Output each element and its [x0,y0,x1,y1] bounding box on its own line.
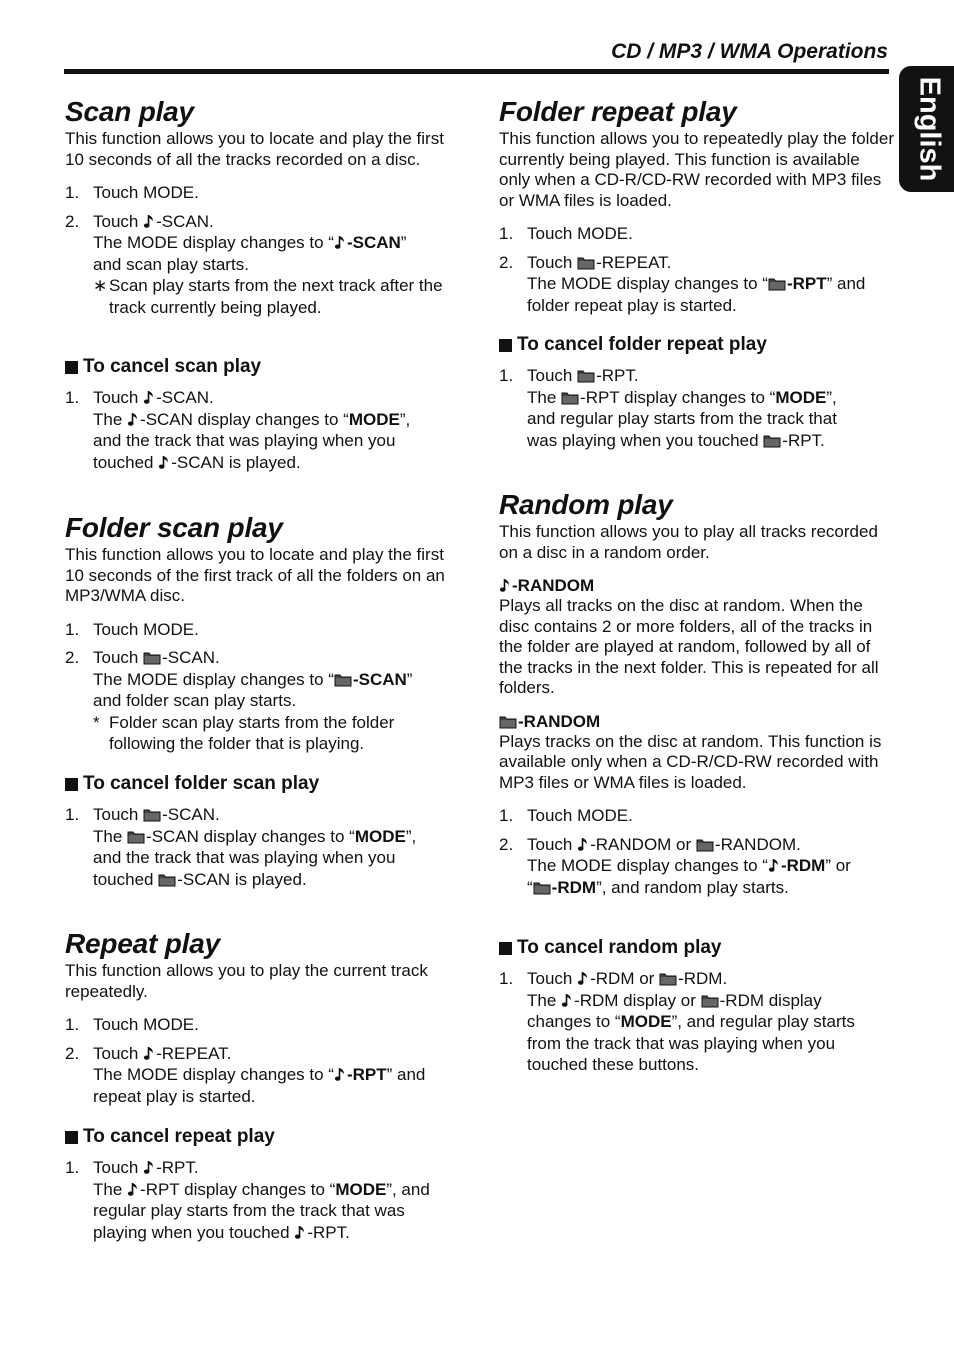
step-note: * Folder scan play starts from the folder following the folder that is playing. [93,712,395,753]
subsection-title: To cancel folder repeat play [499,333,894,357]
folder-icon [696,837,714,852]
subsection-title: To cancel random play [499,936,894,960]
track-note-icon [577,837,590,852]
bullet-square-icon [499,339,512,352]
track-note-icon [143,214,156,229]
section-title: Random play [499,489,673,520]
step-item: 2. Touch -SCAN. The MODE display changes to “ -SCAN” and scan play starts. ∗ Scan play starts from the next track after the track currently being played. [65,211,460,319]
track-note-icon [127,412,140,427]
step-item: 2. Touch -RANDOM or -RANDOM. The MODE display changes to “ -RDM” or “ -RDM”, and random play starts. [499,834,851,897]
folder-scan-play-section [65,511,460,755]
steps-list [499,223,894,316]
step-note: ∗ Scan play starts from the next track after the track currently being played. [93,276,443,317]
steps-list [65,387,460,473]
track-note-icon [768,858,781,873]
track-note-icon [334,1067,347,1082]
bullet-square-icon [499,942,512,955]
folder-icon [763,433,781,448]
step-item: 1. Touch -RDM or -RDM. The -RDM display or -RDM display changes to “MODE”, and regular play starts from the track that was playing when you touched these buttons. [499,969,855,1074]
step-item: 1. Touch MODE. [499,806,633,825]
track-note-icon [158,455,171,470]
cancel-repeat-play-section [65,1125,460,1243]
section-title: Folder scan play [65,512,283,543]
section-intro: This function allows you to locate and play the first 10 seconds of the first track of all the folders on an MP3/WMA disc. [65,545,445,605]
step-item: 1. Touch -SCAN. The -SCAN display changes to “MODE”, and the track that was playing when you touched -SCAN is played. [65,805,417,889]
language-tab [899,66,954,192]
cancel-scan-play-section [65,355,460,473]
section-intro: This function allows you to play the current track repeatedly. [65,961,428,1001]
folder-icon [577,368,595,383]
step-item: 1. Touch -SCAN. The -SCAN display changes to “MODE”, and the track that was playing when you touched -SCAN is played. [65,388,411,472]
folder-icon [577,255,595,270]
section-title: Folder repeat play [499,96,737,127]
steps-list [65,1014,460,1107]
folder-icon [143,650,161,665]
steps-list [65,182,460,318]
section-title: Repeat play [65,928,220,959]
steps-list [499,805,894,898]
subsection-title: To cancel folder scan play [65,772,460,796]
track-note-icon [294,1225,307,1240]
folder-icon [334,672,352,687]
cancel-folder-scan-play-section [65,772,460,890]
folder-icon [533,880,551,895]
folder-icon [127,829,145,844]
cancel-random-play-section [499,936,894,1076]
track-random-description: Plays all tracks on the disc at random. When the disc contains 2 or more folders, all of the tracks in the folder are played at random, followed by all of the tracks in the next folder. This is repeated for all folders. [499,596,879,697]
section-intro: This function allows you to locate and play the first 10 seconds of all the tracks recorded on a disc. [65,129,444,169]
step-item: 1. Touch MODE. [65,183,199,202]
folder-icon [701,993,719,1008]
bullet-square-icon [65,1131,78,1144]
folder-icon [143,807,161,822]
subsection-title: To cancel repeat play [65,1125,460,1149]
step-item: 1. Touch -RPT. The -RPT display changes to “MODE”, and regular play starts from the track that was playing when you touched -RPT. [499,366,837,450]
page-header-title: CD / MP3 / WMA Operations [611,40,888,63]
track-note-icon [577,971,590,986]
step-item: 1. Touch MODE. [65,1015,199,1034]
steps-list [499,968,894,1076]
scan-play-section [65,95,460,318]
step-item: 2. Touch -REPEAT. The MODE display changes to “ -RPT” and repeat play is started. [65,1043,426,1106]
repeat-play-section [65,927,460,1107]
track-note-icon [143,390,156,405]
step-item: 2. Touch -SCAN. The MODE display changes to “ -SCAN” and folder scan play starts. * Folder scan play starts from the folder following the folder that is playing. [65,647,460,755]
header-rule [64,69,889,74]
language-tab-label: English [913,76,946,182]
section-title: Scan play [65,96,194,127]
step-item: 2. Touch -REPEAT. The MODE display changes to “ -RPT” and folder repeat play is started. [499,252,866,315]
bullet-square-icon [65,778,78,791]
folder-repeat-play-section [499,95,894,316]
section-intro: This function allows you to play all tracks recorded on a disc in a random order. [499,522,878,562]
track-random-heading: -RANDOM [499,575,894,596]
folder-icon [158,872,176,887]
random-play-section [499,488,894,898]
step-item: 1. Touch -RPT. The -RPT display changes to “MODE”, and regular play starts from the track that was playing when you touched -RPT. [65,1158,430,1242]
bullet-square-icon [65,361,78,374]
track-note-icon [143,1046,156,1061]
steps-list [65,804,460,890]
track-note-icon [334,235,347,250]
step-item: 1. Touch MODE. [65,619,199,639]
track-note-icon [561,993,574,1008]
folder-icon [768,276,786,291]
steps-list [65,1157,460,1243]
steps-list [499,365,894,451]
folder-icon [499,714,517,729]
folder-random-heading: -RANDOM [499,711,894,732]
track-note-icon [143,1160,156,1175]
subsection-title: To cancel scan play [65,355,460,379]
steps-list [65,619,460,755]
folder-icon [561,390,579,405]
cancel-folder-repeat-play-section [499,333,894,451]
folder-random-description: Plays tracks on the disc at random. This function is available only when a CD-R/CD-RW recorded with MP3 files or WMA files is loaded. [499,731,882,792]
step-item: 1. Touch MODE. [499,224,633,243]
track-note-icon [127,1182,140,1197]
folder-icon [659,971,677,986]
track-note-icon [499,578,512,593]
section-intro: This function allows you to repeatedly play the folder currently being played. This function is available only when a CD-R/CD-RW recorded with MP3 files or WMA files is loaded. [499,129,895,210]
